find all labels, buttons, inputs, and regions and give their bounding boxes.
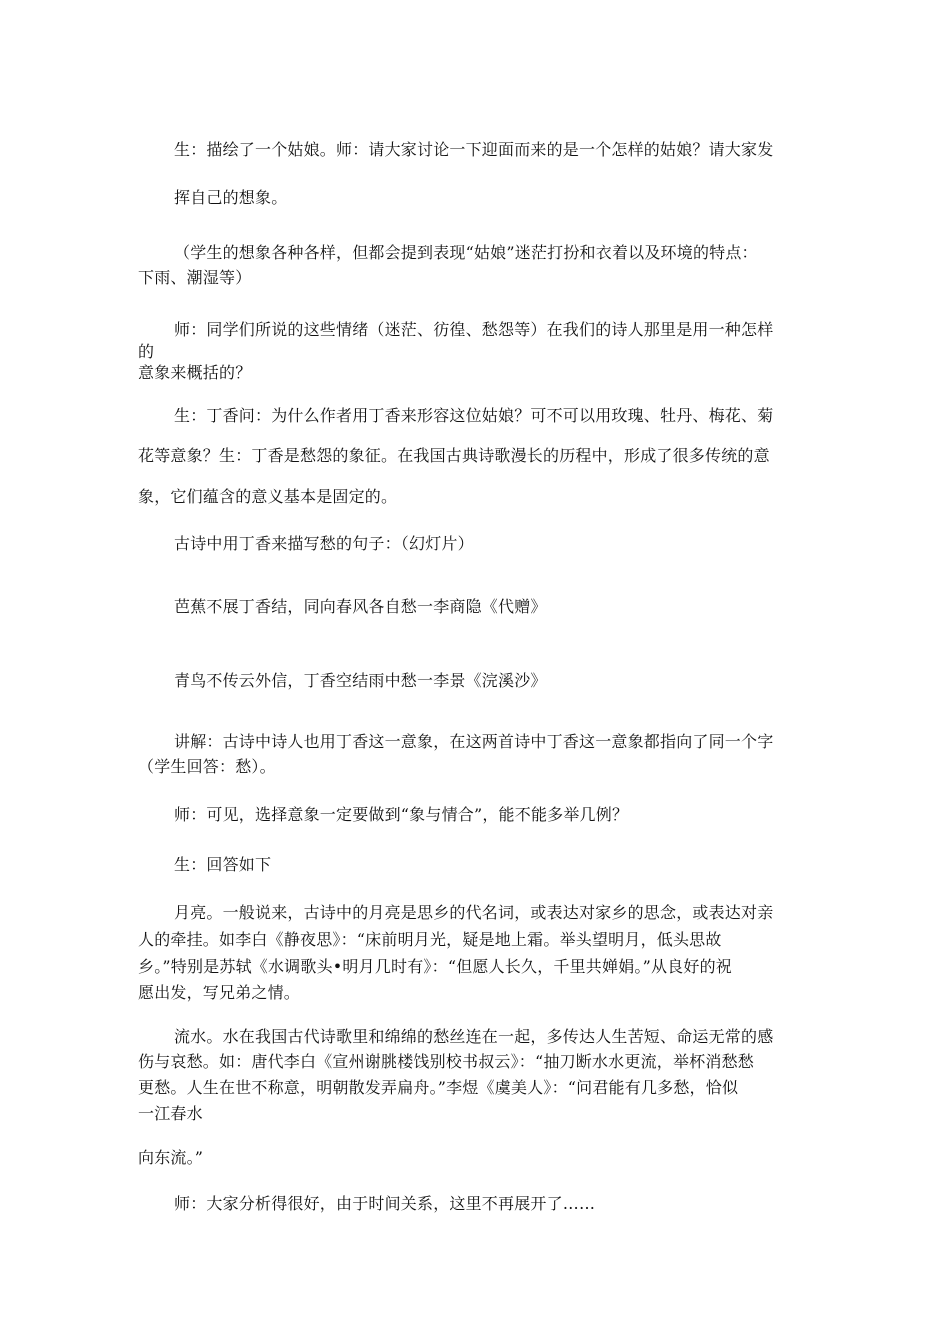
paragraph-line: （学生的想象各种各样，但都会提到表现“姑娘”迷茫打扮和衣着以及环境的特点： bbox=[174, 243, 758, 262]
paragraph-line: 愿出发，写兄弟之情。 bbox=[138, 983, 301, 1002]
paragraph-line: 下雨、潮湿等） bbox=[138, 268, 252, 287]
paragraph-line: 花等意象？生：丁香是愁怨的象征。在我国古典诗歌漫长的历程中，形成了很多传统的意 bbox=[138, 446, 770, 465]
paragraph-line: 一江春水 bbox=[138, 1104, 203, 1123]
paragraph-line: 意象来概括的？ bbox=[138, 363, 252, 382]
paragraph-line: 古诗中用丁香来描写愁的句子：（幻灯片） bbox=[174, 534, 474, 553]
poem-line: 芭蕉不展丁香结，同向春风各自愁一李商隐《代赠》 bbox=[174, 597, 547, 616]
paragraph-line: 讲解：古诗中诗人也用丁香这一意象，在这两首诗中丁香这一意象都指向了同一个字 bbox=[174, 732, 774, 751]
paragraph-line: 象，它们蕴含的意义基本是固定的。 bbox=[138, 487, 398, 506]
paragraph-line: 人的牵挂。如李白《静夜思》：“床前明月光，疑是地上霜。举头望明月，低头思故 bbox=[138, 930, 722, 949]
paragraph-line: 流水。水在我国古代诗歌里和绵绵的愁丝连在一起，多传达人生苦短、命运无常的感 bbox=[174, 1027, 774, 1046]
paragraph-line: 的 bbox=[138, 342, 155, 361]
poem-line: 青鸟不传云外信，丁香空结雨中愁一李景《浣溪沙》 bbox=[174, 671, 547, 690]
paragraph-line: 月亮。一般说来，古诗中的月亮是思乡的代名词，或表达对家乡的思念，或表达对亲 bbox=[174, 903, 774, 922]
paragraph-line: 生：描绘了一个姑娘。师：请大家讨论一下迎面而来的是一个怎样的姑娘？请大家发 bbox=[174, 140, 774, 159]
paragraph-line: 生：回答如下 bbox=[174, 855, 272, 874]
paragraph-line: （学生回答：愁）。 bbox=[138, 757, 276, 776]
paragraph-line: 乡。”特别是苏轼《水调歌头•明月几时有》：“但愿人长久，千里共婵娟。”从良好的祝 bbox=[138, 957, 732, 976]
paragraph-line: 挥自己的想象。 bbox=[174, 188, 288, 207]
paragraph-line: 伤与哀愁。如：唐代李白《宣州谢朓楼饯别校书叔云》：“抽刀断水水更流，举杯消愁愁 bbox=[138, 1052, 754, 1071]
paragraph-line: 师：大家分析得很好，由于时间关系，这里不再展开了…… bbox=[174, 1194, 596, 1213]
paragraph-line: 师：可见，选择意象一定要做到“象与情合”，能不能多举几例？ bbox=[174, 805, 629, 824]
paragraph-line: 生：丁香问：为什么作者用丁香来形容这位姑娘？可不可以用玫瑰、牡丹、梅花、菊 bbox=[174, 406, 774, 425]
paragraph-line: 师：同学们所说的这些情绪（迷茫、彷徨、愁怨等）在我们的诗人那里是用一种怎样 bbox=[174, 320, 774, 339]
paragraph-line: 向东流。” bbox=[138, 1148, 204, 1167]
paragraph-line: 更愁。人生在世不称意，明朝散发弄扁舟。”李煜《虞美人》：“问君能有几多愁，恰似 bbox=[138, 1078, 739, 1097]
